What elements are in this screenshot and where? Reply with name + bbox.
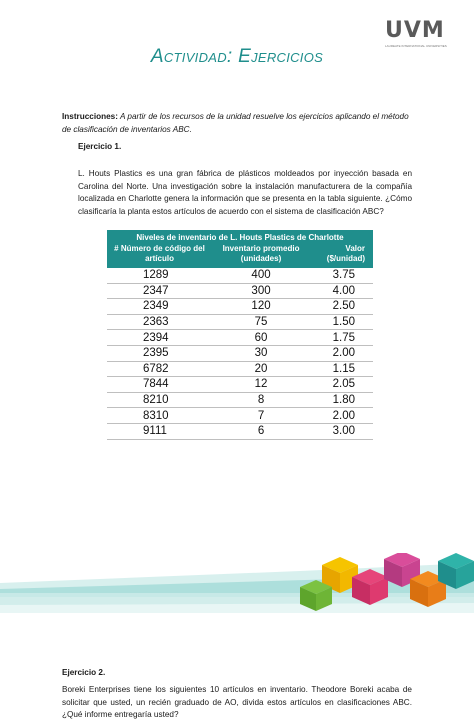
table-row	[107, 330, 373, 346]
table-row	[107, 423, 373, 439]
instructions-label: Instrucciones:	[62, 112, 118, 121]
unit-value: 1.75	[310, 330, 373, 346]
avg-inventory: 30	[212, 345, 310, 361]
exercise2-label: Ejercicio 2.	[62, 668, 106, 677]
header-value: Valor ($/unidad)	[310, 243, 373, 268]
instructions-text: A partir de los recursos de la unidad resuelve los ejercicios aplicando el método de clasificación de inventarios ABC.	[62, 112, 409, 134]
avg-inventory: 300	[212, 283, 310, 299]
item-code: 2347	[107, 283, 212, 299]
table-row	[107, 392, 373, 408]
item-code: 8310	[107, 408, 212, 424]
unit-value: 1.50	[310, 314, 373, 330]
avg-inventory: 20	[212, 361, 310, 377]
item-code: 7844	[107, 377, 212, 393]
avg-inventory: 400	[212, 268, 310, 283]
item-code: 2394	[107, 330, 212, 346]
exercise1-label: Ejercicio 1.	[78, 142, 122, 151]
unit-value: 2.00	[310, 408, 373, 424]
table-row	[107, 283, 373, 299]
item-code: 9111	[107, 423, 212, 439]
table-row	[107, 408, 373, 424]
item-code: 8210	[107, 392, 212, 408]
item-code: 2349	[107, 299, 212, 315]
unit-value: 2.50	[310, 299, 373, 315]
item-code: 2395	[107, 345, 212, 361]
unit-value: 4.00	[310, 283, 373, 299]
table-title: Niveles de inventario de L. Houts Plastics de Charlotte	[107, 230, 373, 243]
avg-inventory: 120	[212, 299, 310, 315]
unit-value: 3.75	[310, 268, 373, 283]
table-row	[107, 299, 373, 315]
logo-tagline: LAUREATE INTERNATIONAL UNIVERSITIES	[385, 44, 447, 48]
unit-value: 2.05	[310, 377, 373, 393]
header-avg-inventory: Inventario promedio (unidades)	[212, 243, 310, 268]
item-code: 1289	[107, 268, 212, 283]
table-row	[107, 345, 373, 361]
avg-inventory: 8	[212, 392, 310, 408]
unit-value: 1.15	[310, 361, 373, 377]
exercise2-description: Boreki Enterprises tiene los siguientes 10 artículos en inventario. Theodore Boreki acaba de solicitar que usted, un recién graduado de AO, divida estos artículos en clasificaciones ABC. ¿Qué informe entregaría usted?	[62, 685, 412, 719]
avg-inventory: 75	[212, 314, 310, 330]
avg-inventory: 7	[212, 408, 310, 424]
unit-value: 3.00	[310, 423, 373, 439]
exercise1-description: L. Houts Plastics es una gran fábrica de plásticos moldeados por inyección basada en Carolina del Norte. Una investigación sobre la instalación manufacturera de la compañía localizada en Charlotte genera la información que se presenta en la tabla siguiente. ¿Cómo clasificaría la planta estos artículos de acuerdo con el sistema de clasificación ABC?	[78, 169, 412, 216]
decorative-cubes-graphic	[0, 553, 474, 613]
item-code: 2363	[107, 314, 212, 330]
instructions	[62, 111, 412, 136]
unit-value: 1.80	[310, 392, 373, 408]
avg-inventory: 12	[212, 377, 310, 393]
table-row	[107, 377, 373, 393]
avg-inventory: 6	[212, 423, 310, 439]
table-row	[107, 361, 373, 377]
logo-name: UVM	[385, 18, 445, 43]
avg-inventory: 60	[212, 330, 310, 346]
page-title: Actividad: Ejercicios	[150, 46, 324, 67]
inventory-table	[107, 230, 373, 440]
unit-value: 2.00	[310, 345, 373, 361]
item-code: 6782	[107, 361, 212, 377]
table-row	[107, 268, 373, 283]
table-row	[107, 314, 373, 330]
header-item-code: # Número de código del artículo	[107, 243, 212, 268]
